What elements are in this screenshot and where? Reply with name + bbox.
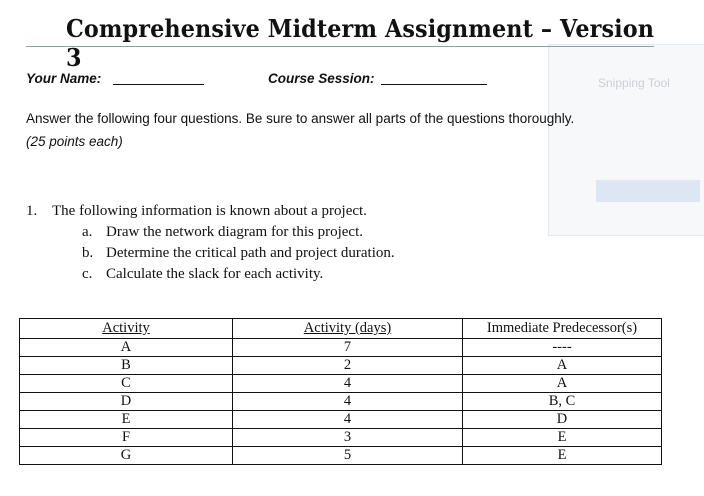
predecessor-cell: E <box>463 429 662 447</box>
duration-cell: 4 <box>233 375 463 393</box>
part-letter: a. <box>82 224 93 240</box>
table-header-row <box>20 319 662 339</box>
predecessor-cell: E <box>463 447 662 465</box>
activity-table <box>19 318 662 465</box>
table-row <box>20 447 662 465</box>
part-letter: c. <box>82 266 93 282</box>
predecessor-cell: A <box>463 375 662 393</box>
part-text: Draw the network diagram for this project. <box>106 224 363 240</box>
document-title: Comprehensive Midterm Assignment – Version 3 <box>66 14 655 72</box>
activity-cell: G <box>20 447 233 465</box>
activity-cell: F <box>20 429 233 447</box>
activity-cell: B <box>20 357 233 375</box>
activity-cell: D <box>20 393 233 411</box>
duration-cell: 4 <box>233 393 463 411</box>
table-row <box>20 357 662 375</box>
question-text: The following information is known about a project. <box>52 203 367 219</box>
duration-cell: 2 <box>233 357 463 375</box>
duration-cell: 4 <box>233 411 463 429</box>
header-duration: Activity (days) <box>233 319 463 339</box>
name-blank-line[interactable] <box>113 84 204 85</box>
table-row <box>20 339 662 357</box>
duration-cell: 3 <box>233 429 463 447</box>
question-part-c <box>82 266 323 283</box>
points-note: (25 points each) <box>26 134 123 149</box>
background-window-button <box>596 180 700 202</box>
session-blank-line[interactable] <box>381 84 487 85</box>
activity-cell: E <box>20 411 233 429</box>
part-text: Calculate the slack for each activity. <box>106 266 324 282</box>
table-row <box>20 393 662 411</box>
name-label: Your Name: <box>26 71 102 86</box>
activity-cell: C <box>20 375 233 393</box>
duration-cell: 5 <box>233 447 463 465</box>
part-text: Determine the critical path and project duration. <box>106 245 395 261</box>
predecessor-cell: D <box>463 411 662 429</box>
question-part-a <box>82 224 363 241</box>
table-row <box>20 429 662 447</box>
background-window-ghost <box>548 44 704 236</box>
duration-cell: 7 <box>233 339 463 357</box>
activity-cell: A <box>20 339 233 357</box>
header-activity: Activity <box>20 319 233 339</box>
table-row <box>20 411 662 429</box>
predecessor-cell: A <box>463 357 662 375</box>
table-row <box>20 375 662 393</box>
predecessor-cell: B, C <box>463 393 662 411</box>
background-window-title: Snipping Tool <box>598 76 670 90</box>
instructions-text: Answer the following four questions. Be sure to answer all parts of the questions thoroughly. <box>26 111 575 126</box>
question-number: 1. <box>26 203 38 219</box>
header-predecessors: Immediate Predecessor(s) <box>463 319 662 339</box>
session-label: Course Session: <box>268 71 375 86</box>
question-part-b <box>82 245 395 262</box>
part-letter: b. <box>82 245 94 261</box>
title-divider <box>26 46 654 47</box>
predecessor-cell: ---- <box>463 339 662 357</box>
